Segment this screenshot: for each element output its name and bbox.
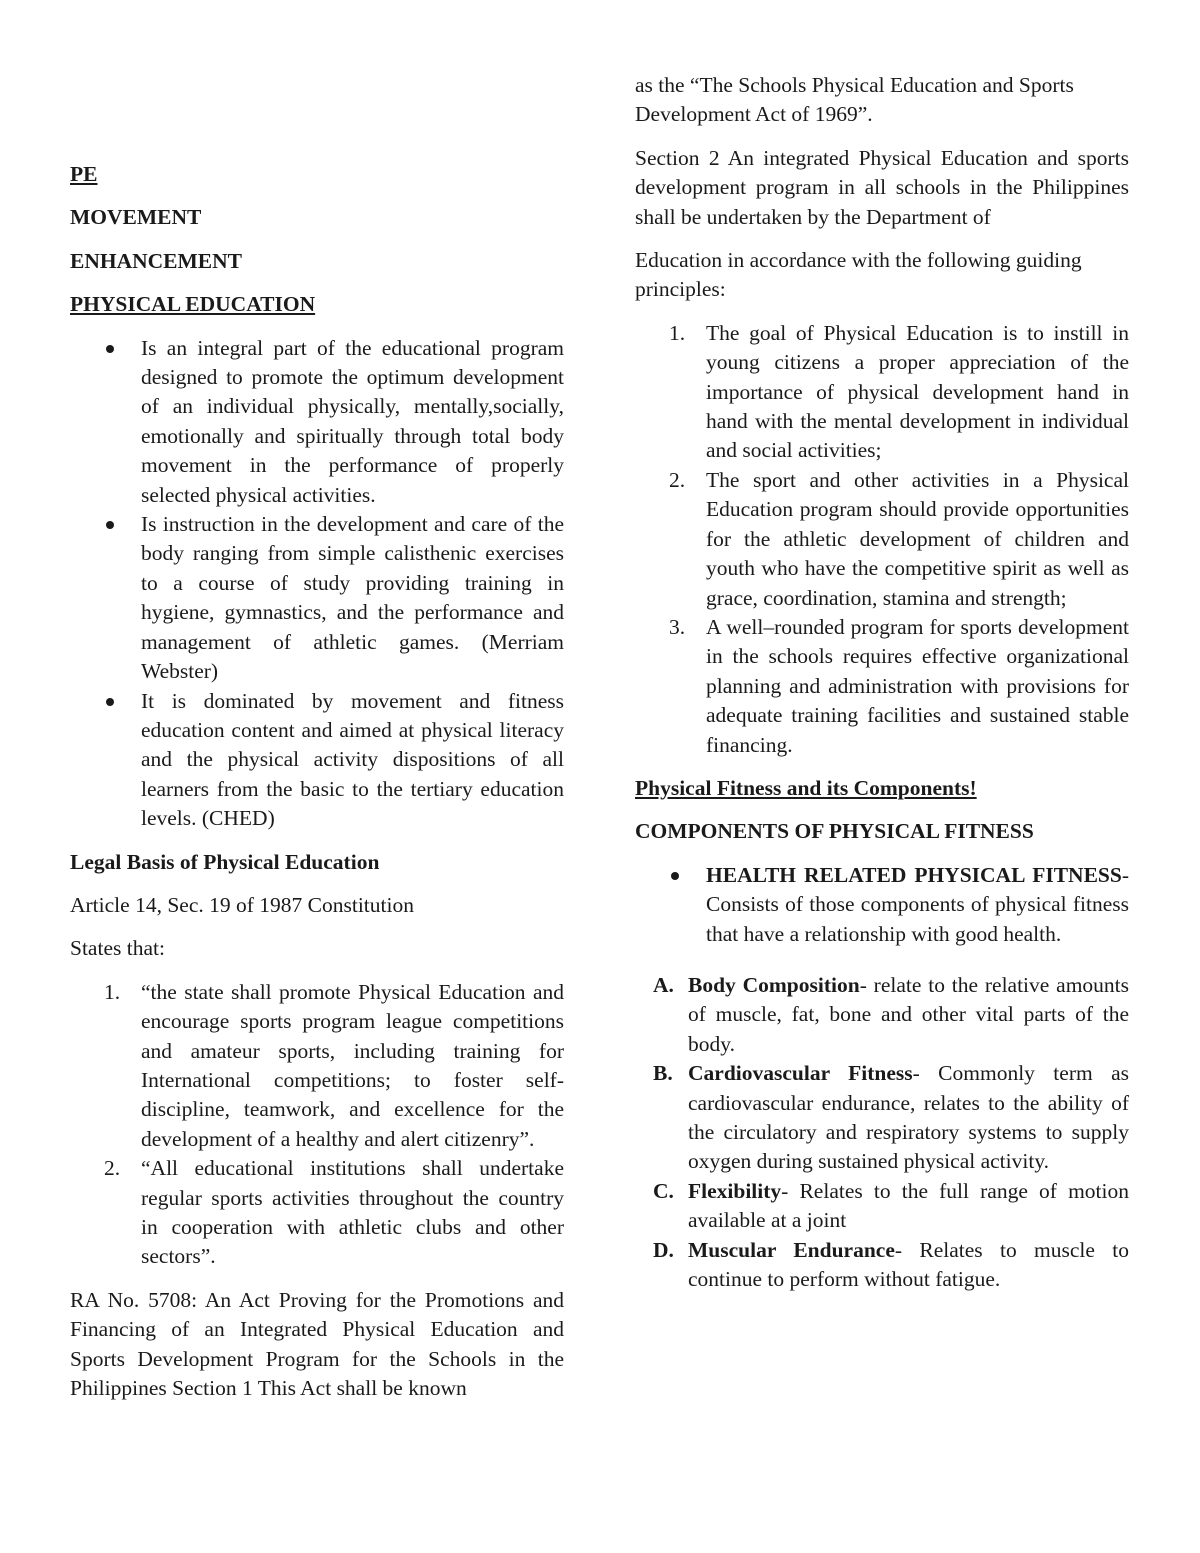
health-related-list <box>635 861 1129 949</box>
component-desc: - Relates to the full range of motion available at a joint <box>688 1178 1129 1233</box>
components-list <box>635 971 1129 1294</box>
component-letter: A. <box>653 972 674 997</box>
definition-item: Is an integral part of the educational program designed to promote the optimum development of an individual physically, mentally,socially, emotionally and spiritually through total body movement in the performance of properly selected physical activities. <box>141 334 564 510</box>
component-letter: C. <box>653 1178 674 1203</box>
definition-list <box>70 334 564 834</box>
principle-text: A well–rounded program for sports development in the schools requires effective organizational planning and administration with provisions for adequate training facilities and sustained stable financing. <box>706 614 1129 757</box>
right-column <box>635 71 1129 1294</box>
component-term: Body Composition <box>688 972 860 997</box>
health-related-term: HEALTH RELATED PHYSICAL FITNESS <box>706 862 1122 887</box>
quote-text: “the state shall promote Physical Education and encourage sports program league competitions and amateur sports, including training for International competitions; to foster self-discipline, teamwork, and excellence for the development of a healthy and alert citizenry”. <box>141 979 564 1151</box>
component-letter: D. <box>653 1237 674 1262</box>
component-desc: - Commonly term as cardiovascular endurance, relates to the ability of the circulatory and respiratory systems to supply oxygen during sustained physical activity. <box>688 1061 1129 1174</box>
component-item <box>653 1177 1129 1236</box>
principle-text: The sport and other activities in a Physical Education program should provide opportunities for the athletic development of children and youth who have the competitive spirit as well as grace, coordination, stamina and strength; <box>706 467 1129 610</box>
title-enhancement: ENHANCEMENT <box>70 248 243 273</box>
component-item <box>653 971 1130 1059</box>
component-item <box>653 1236 1129 1295</box>
list-number: 1. <box>669 320 686 345</box>
principles-list <box>635 319 1129 760</box>
principle-item <box>669 466 1129 613</box>
quote-item <box>104 1154 564 1272</box>
definition-item: It is dominated by movement and fitness education content and aimed at physical literacy and the physical activity dispositions of all learners from the basic to the tertiary education levels. (CHED) <box>141 687 564 834</box>
ra-paragraph: RA No. 5708: An Act Proving for the Promotions and Financing of an Integrated Physical Education and Sports Development Program for the Schools in the Philippines Section 1 This Act shall be known <box>70 1287 564 1401</box>
states-that-label: States that: <box>70 936 165 961</box>
component-desc: - relate to the relative amounts of muscle, fat, bone and other vital parts of the body. <box>688 972 1130 1056</box>
legal-basis-heading: Legal Basis of Physical Education <box>70 849 380 874</box>
principle-item <box>669 319 1129 466</box>
quote-item <box>104 978 564 1154</box>
component-term: Flexibility <box>688 1178 782 1203</box>
list-number: 1. <box>104 979 121 1004</box>
component-item <box>653 1059 1129 1177</box>
principle-item <box>669 613 1129 760</box>
component-term: Cardiovascular Fitness <box>688 1061 913 1086</box>
constitution-quote-list <box>70 978 564 1272</box>
component-desc: - Relates to muscle to continue to perform without fatigue. <box>688 1237 1129 1292</box>
list-number: 2. <box>104 1156 121 1181</box>
component-letter: B. <box>653 1061 673 1086</box>
principle-text: The goal of Physical Education is to instill in young citizens a proper appreciation of the importance of physical development hand in hand with the mental development in individual and social activities; <box>706 320 1129 463</box>
section-2-paragraph: Section 2 An integrated Physical Education and sports development program in all schools in the Philippines shall be undertaken by the Department of <box>635 145 1129 229</box>
health-related-desc: - Consists of those components of physical fitness that have a relationship with good health. <box>706 862 1129 946</box>
act-continuation: as the “The Schools Physical Education and Sports Development Act of 1969”. <box>635 73 1074 127</box>
components-heading: COMPONENTS OF PHYSICAL FITNESS <box>635 819 1034 844</box>
title-physical-education: PHYSICAL EDUCATION <box>70 292 316 317</box>
title-pe: PE <box>70 162 98 186</box>
title-movement: MOVEMENT <box>70 205 202 230</box>
guiding-principles-intro: Education in accordance with the following guiding principles: <box>635 248 1082 302</box>
list-number: 3. <box>669 614 686 639</box>
quote-text: “All educational institutions shall undertake regular sports activities throughout the country in cooperation with athletic clubs and other sectors”. <box>141 1156 564 1269</box>
article-reference: Article 14, Sec. 19 of 1987 Constitution <box>70 892 414 917</box>
definition-item: Is instruction in the development and care of the body ranging from simple calisthenic exercises to a course of study providing training in hygiene, gymnastics, and the performance and management of athletic games. (Merriam Webster) <box>141 510 564 686</box>
left-column <box>70 160 564 1417</box>
component-term: Muscular Endurance <box>688 1237 895 1262</box>
list-number: 2. <box>669 467 686 492</box>
health-related-item <box>706 861 1129 949</box>
fitness-heading: Physical Fitness and its Components! <box>635 775 977 800</box>
